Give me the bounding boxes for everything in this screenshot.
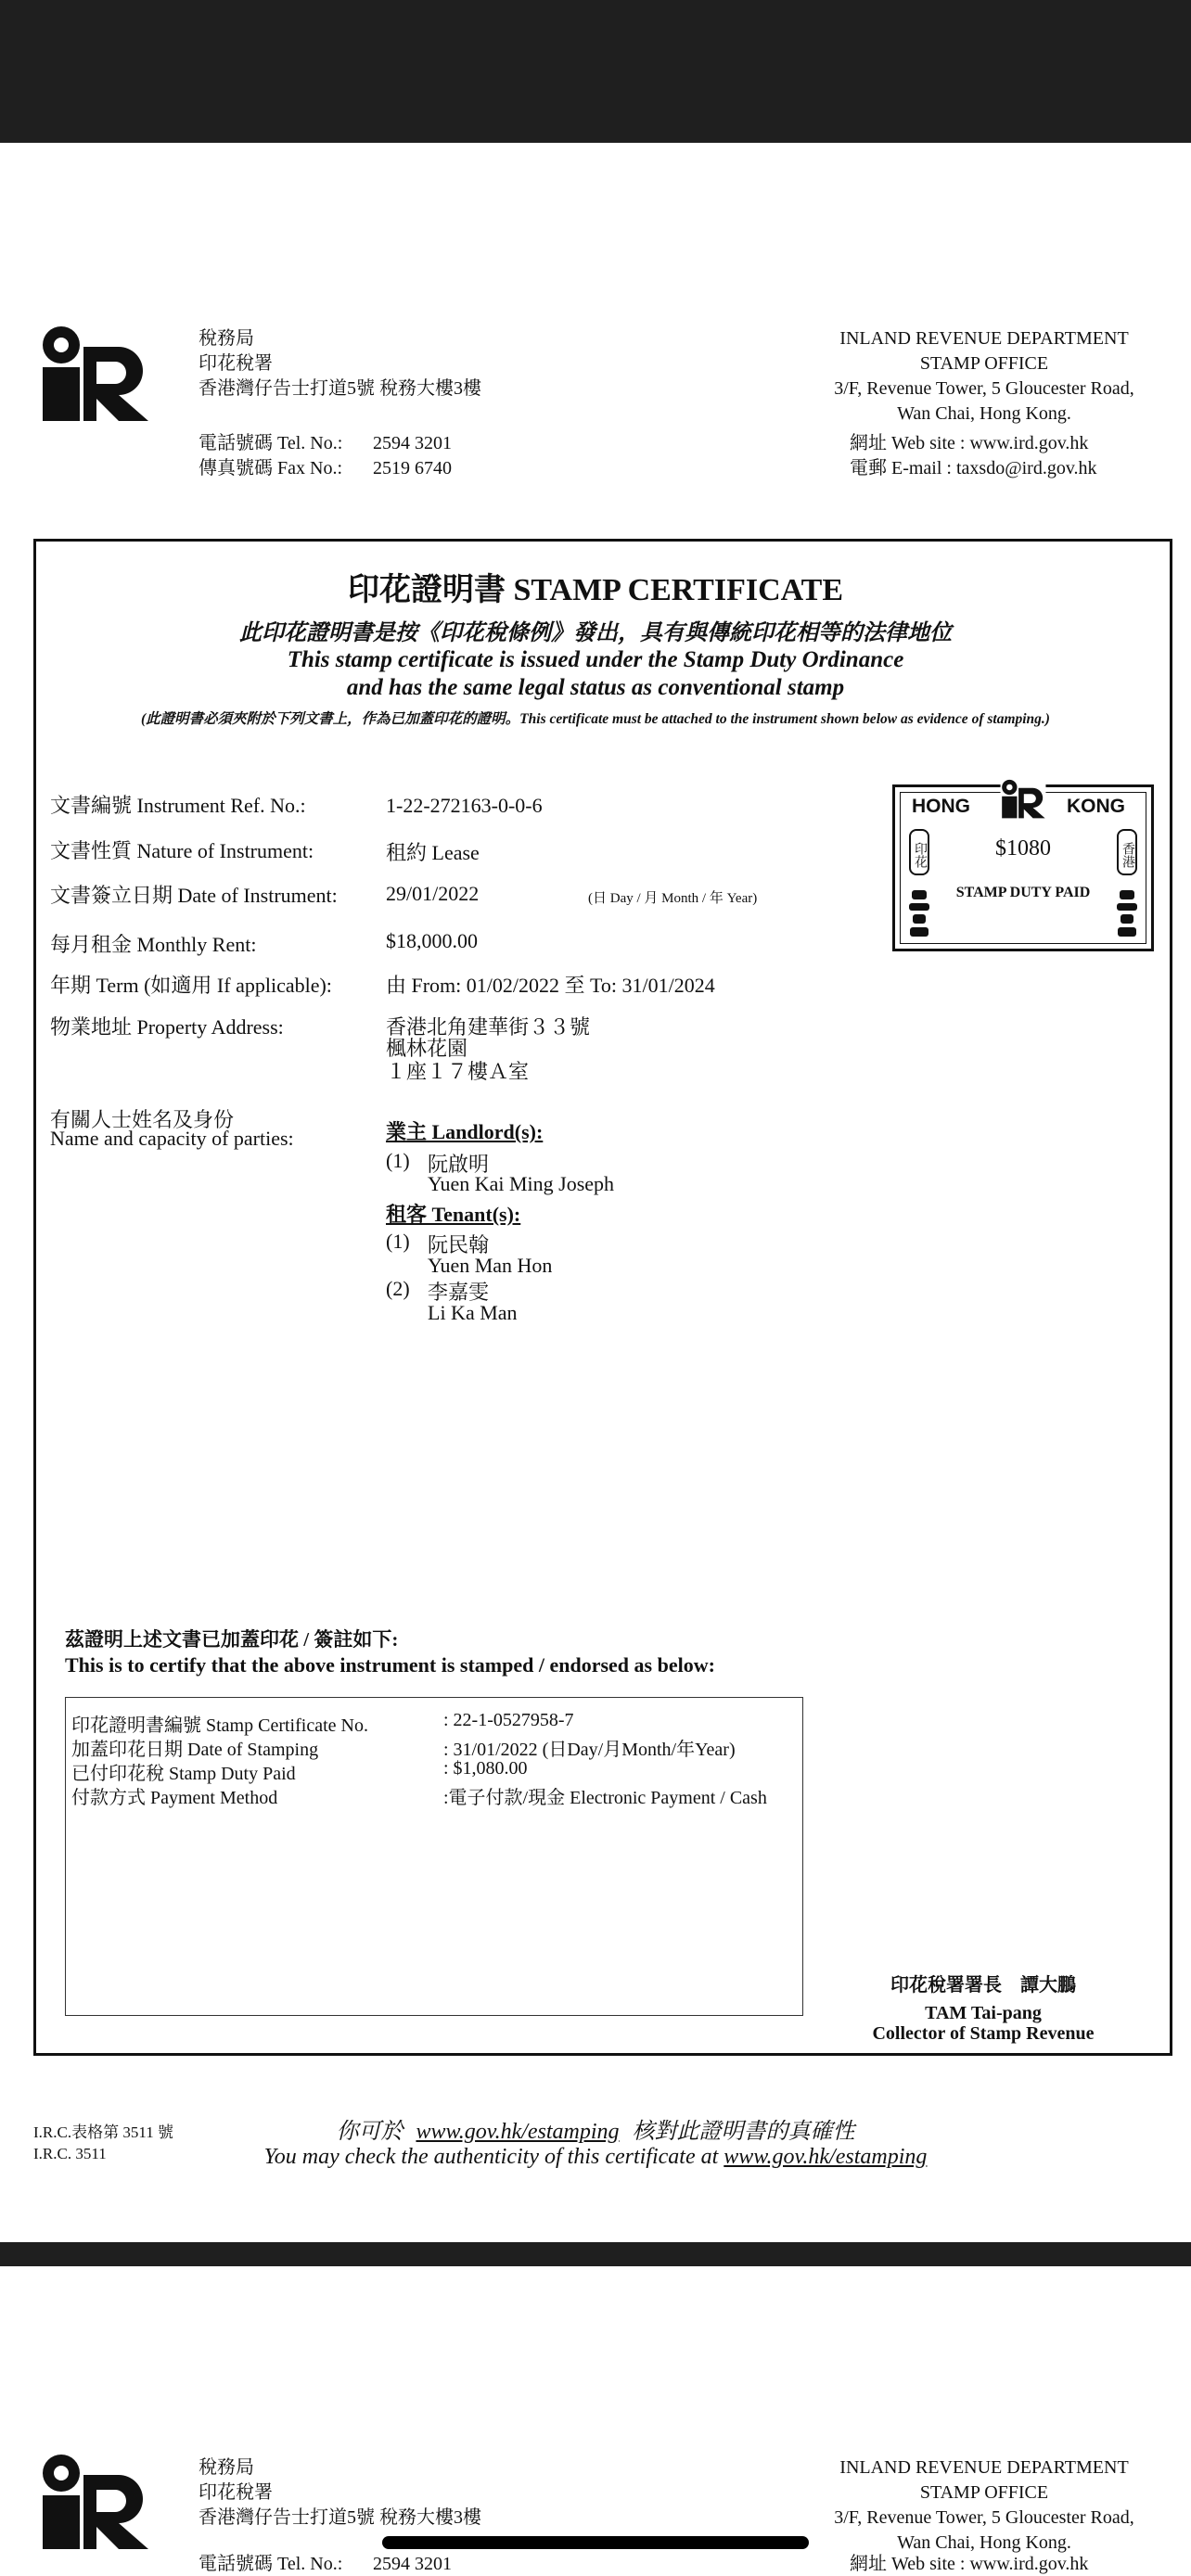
tenant-2-name-en: Li Ka Man <box>428 1301 518 1324</box>
stamping-date-label: 加蓋印花日期 Date of Stamping <box>71 1740 319 1760</box>
rent-label: 每月租金 Monthly Rent: <box>50 933 257 956</box>
parties-label-cn: 有關人士姓名及身份 <box>50 1108 235 1131</box>
tenant-1-no: (1) <box>386 1230 410 1253</box>
address-line-2: 楓林花園 <box>386 1037 468 1060</box>
page2-dept-cn: 稅務局 <box>198 2457 254 2478</box>
header-address-en-1: 3/F, Revenue Tower, 5 Gloucester Road, <box>834 378 1134 399</box>
header-address-en-2: Wan Chai, Hong Kong. <box>897 403 1071 424</box>
stamp-left-seal: 印花 <box>909 829 929 875</box>
date-format: (日 Day / 月 Month / 年 Year) <box>588 891 758 906</box>
top-bar <box>0 0 1191 143</box>
address-line-1: 香港北角建華街３３號 <box>386 1015 591 1039</box>
endorsement-heading-cn: 茲證明上述文書已加蓋印花 / 簽註如下: <box>65 1628 399 1651</box>
landlord-1-no: (1) <box>386 1149 410 1172</box>
tenant-1-name-cn: 阮民翰 <box>428 1233 490 1256</box>
header-fax-label: 傳真號碼 Fax No.: <box>198 458 342 478</box>
check-en-pre: You may check the authenticity of this certificate at <box>263 2145 719 2169</box>
page2-tel-label: 電話號碼 Tel. No.: <box>198 2554 343 2574</box>
page2-office-cn: 印花稅署 <box>198 2482 273 2503</box>
ird-logo-icon-page-2 <box>39 2453 150 2553</box>
header-tel-label: 電話號碼 Tel. No.: <box>198 433 343 453</box>
ref-value: 1-22-272163-0-0-6 <box>386 794 543 817</box>
statement-cn: 此印花證明書是按《印花稅條例》發出，具有與傳統印花相等的法律地位 <box>239 621 952 645</box>
stamp-kong: KONG <box>1067 796 1125 817</box>
date-label: 文書簽立日期 Date of Instrument: <box>50 884 338 907</box>
certificate-title: 印花證明書 STAMP CERTIFICATE <box>347 573 844 607</box>
page2-website[interactable]: 網址 Web site : www.ird.gov.hk <box>850 2554 1089 2574</box>
header-address-cn: 香港灣仔告士打道5號 稅務大樓3樓 <box>198 378 481 399</box>
rent-value: $18,000.00 <box>386 929 478 952</box>
page2-office-en: STAMP OFFICE <box>919 2482 1049 2503</box>
payment-method-label: 付款方式 Payment Method <box>71 1788 278 1808</box>
landlord-heading: 業主 Landlord(s): <box>386 1120 544 1143</box>
header-tel: 2594 3201 <box>373 433 452 453</box>
authenticity-check-cn <box>0 2112 1191 2145</box>
estamping-link-en[interactable]: www.gov.hk/estamping <box>724 2145 928 2169</box>
statement-en-1: This stamp certificate is issued under the Stamp Duty Ordinance <box>287 647 904 672</box>
form-number-en: I.R.C. 3511 <box>33 2145 107 2162</box>
nature-value: 租約 Lease <box>386 841 480 864</box>
stamping-date-value: : 31/01/2022 (日Day/月Month/年Year) <box>443 1740 736 1760</box>
ird-logo-icon <box>39 325 150 425</box>
home-indicator[interactable] <box>382 2536 809 2549</box>
parties-label-en: Name and capacity of parties: <box>50 1127 294 1150</box>
header-dept-cn: 稅務局 <box>198 328 254 349</box>
date-value: 29/01/2022 <box>386 882 480 905</box>
header-dept-en: INLAND REVENUE DEPARTMENT <box>839 328 1129 349</box>
stamp-hong: HONG <box>912 796 970 817</box>
address-label: 物業地址 Property Address: <box>50 1015 284 1039</box>
page-separator-bar <box>0 2242 1191 2266</box>
stamp-ird-logo-icon <box>1000 779 1046 820</box>
header-office-cn: 印花稅署 <box>198 353 273 374</box>
tenant-heading: 租客 Tenant(s): <box>386 1203 521 1226</box>
landlord-1-name-en: Yuen Kai Ming Joseph <box>428 1172 615 1195</box>
page2-address-en-2: Wan Chai, Hong Kong. <box>897 2532 1071 2553</box>
endorsement-heading-en: This is to certify that the above instrument is stamped / endorsed as below: <box>65 1653 715 1677</box>
header-website[interactable]: 網址 Web site : www.ird.gov.hk <box>850 433 1089 453</box>
header-email[interactable]: 電郵 E-mail : taxsdo@ird.gov.hk <box>850 458 1097 478</box>
header-fax: 2519 6740 <box>373 458 452 478</box>
page2-dept-en: INLAND REVENUE DEPARTMENT <box>839 2457 1129 2478</box>
tenant-2-no: (2) <box>386 1277 410 1300</box>
address-line-3: １座１７樓Ａ室 <box>386 1060 530 1083</box>
term-value: 由 From: 01/02/2022 至 To: 31/01/2024 <box>386 974 715 997</box>
stamp-left-ornament-icon <box>907 888 931 940</box>
stamp-right-seal: 香港 <box>1117 829 1137 875</box>
tenant-1-name-en: Yuen Man Hon <box>428 1254 553 1277</box>
collector-title-en: Collector of Stamp Revenue <box>872 2023 1095 2044</box>
tenant-2-name-cn: 李嘉雯 <box>428 1281 490 1304</box>
stamp-duty-paid: STAMP DUTY PAID <box>955 885 1091 900</box>
term-label: 年期 Term (如適用 If applicable): <box>50 974 332 997</box>
page2-tel: 2594 3201 <box>373 2554 452 2574</box>
landlord-1-name-cn: 阮啟明 <box>428 1153 490 1176</box>
form-number-cn: I.R.C.表格第 3511 號 <box>33 2123 173 2141</box>
estamping-link-cn[interactable]: www.gov.hk/estamping <box>416 2120 620 2144</box>
attachment-note: (此證明書必須夾附於下列文書上，作為已加蓋印花的證明。This certificate must be attached to the instrument shown below as evidence of stamping.) <box>141 711 1050 727</box>
payment-method-value: :電子付款/現金 Electronic Payment / Cash <box>443 1788 767 1808</box>
check-cn-post: 核對此證明書的真確性 <box>632 2120 855 2144</box>
duty-paid-label: 已付印花稅 Stamp Duty Paid <box>71 1764 296 1784</box>
header-office-en: STAMP OFFICE <box>919 353 1049 374</box>
page2-address-cn: 香港灣仔告士打道5號 稅務大樓3樓 <box>198 2507 481 2528</box>
duty-paid-value: : $1,080.00 <box>443 1758 528 1779</box>
stamp-amount: $1080 <box>995 836 1051 861</box>
authenticity-check-en <box>0 2145 1191 2170</box>
stamp-right-ornament-icon <box>1115 888 1139 940</box>
stamp-cert-no-value: : 22-1-0527958-7 <box>443 1710 574 1730</box>
stamp-cert-no-label: 印花證明書編號 Stamp Certificate No. <box>71 1715 368 1736</box>
collector-name-en: TAM Tai-pang <box>925 2003 1042 2023</box>
page2-address-en-1: 3/F, Revenue Tower, 5 Gloucester Road, <box>834 2507 1134 2528</box>
check-cn-pre: 你可於 <box>336 2120 403 2144</box>
collector-title-cn: 印花稅署署長 譚大鵬 <box>890 1975 1076 1996</box>
nature-label: 文書性質 Nature of Instrument: <box>50 839 314 862</box>
ref-label: 文書編號 Instrument Ref. No.: <box>50 794 306 817</box>
statement-en-2: and has the same legal status as conventional stamp <box>346 675 845 700</box>
